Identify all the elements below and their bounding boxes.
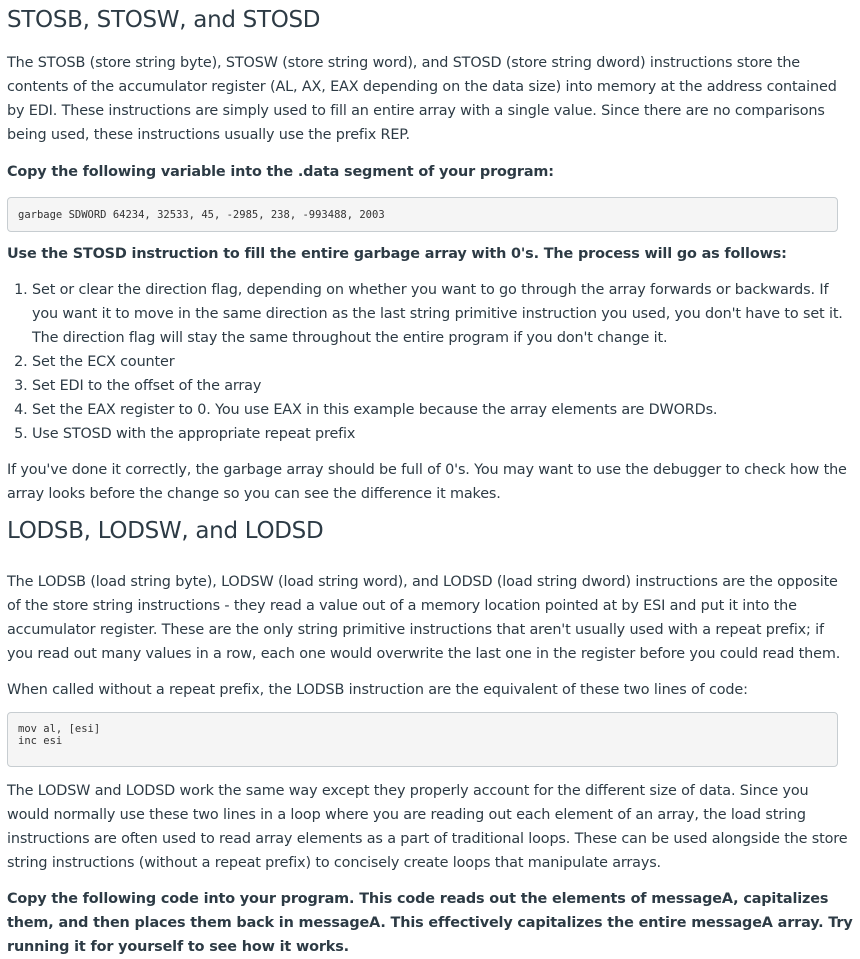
lods-explanation-paragraph: The LODSW and LODSD work the same way except they properly account for the different size of data. Since you would normally use these two lines in a loop where you are reading out each element of an array, the load string instructions are often used to read array elements as a part of traditional loops. These can be used alongside the store string instructions (without a repeat prefix) to concisely create loops that manipulate arrays. <box>7 783 848 871</box>
garbage-variable-code-block: garbage SDWORD 64234, 32533, 45, -2985, 238, -993488, 2003 <box>7 197 838 232</box>
use-stosd-instruction: Use the STOSD instruction to fill the entire garbage array with 0's. The process will go as follows: <box>7 246 787 262</box>
stos-result-note: If you've done it correctly, the garbage array should be full of 0's. You may want to use the debugger to check how the array looks before the change so you can see the difference it makes. <box>7 462 847 502</box>
stos-heading: STOSB, STOSW, and STOSD <box>7 7 321 33</box>
mov-inc-code-block: mov al, [esi] inc esi <box>7 712 838 767</box>
copy-variable-instruction: Copy the following variable into the .data segment of your program: <box>7 164 554 180</box>
list-item: 1. Set or clear the direction flag, depending on whether you want to go through the array forwards or backwards. If you want it to move in the same direction as the last string primitive instruction you used, you don't have to set it. The direction flag will stay the same throughout the entire program if you don't change it. <box>32 278 853 350</box>
list-item: 4. Set the EAX register to 0. You use EAX in this example because the array elements are DWORDs. <box>32 398 853 422</box>
copy-code-instruction: Copy the following code into your program. This code reads out the elements of messageA, capitalizes them, and then places them back in messageA. This effectively capitalizes the entire messageA array. Try running it for yourself to see how it works. <box>7 891 853 955</box>
list-item: 3. Set EDI to the offset of the array <box>32 374 853 398</box>
lods-equivalent-intro: When called without a repeat prefix, the LODSB instruction are the equivalent of these two lines of code: <box>7 682 748 698</box>
list-item: 5. Use STOSD with the appropriate repeat prefix <box>32 422 853 446</box>
stosd-steps-list <box>7 278 853 446</box>
lods-heading: LODSB, LODSW, and LODSD <box>7 518 324 544</box>
lods-intro-paragraph: The LODSB (load string byte), LODSW (load string word), and LODSD (load string dword) instructions are the opposite of the store string instructions - they read a value out of a memory location pointed at by ESI and put it into the accumulator register. These are the only string primitive instructions that aren't usually used with a repeat prefix; if you read out many values in a row, each one would overwrite the last one in the register before you could read them. <box>7 574 841 662</box>
stos-intro-paragraph: The STOSB (store string byte), STOSW (store string word), and STOSD (store string dword) instructions store the contents of the accumulator register (AL, AX, EAX depending on the data size) into memory at the address contained by EDI. These instructions are simply used to fill an entire array with a single value. Since there are no comparisons being used, these instructions usually use the prefix REP. <box>7 55 837 143</box>
list-item: 2. Set the ECX counter <box>32 350 853 374</box>
